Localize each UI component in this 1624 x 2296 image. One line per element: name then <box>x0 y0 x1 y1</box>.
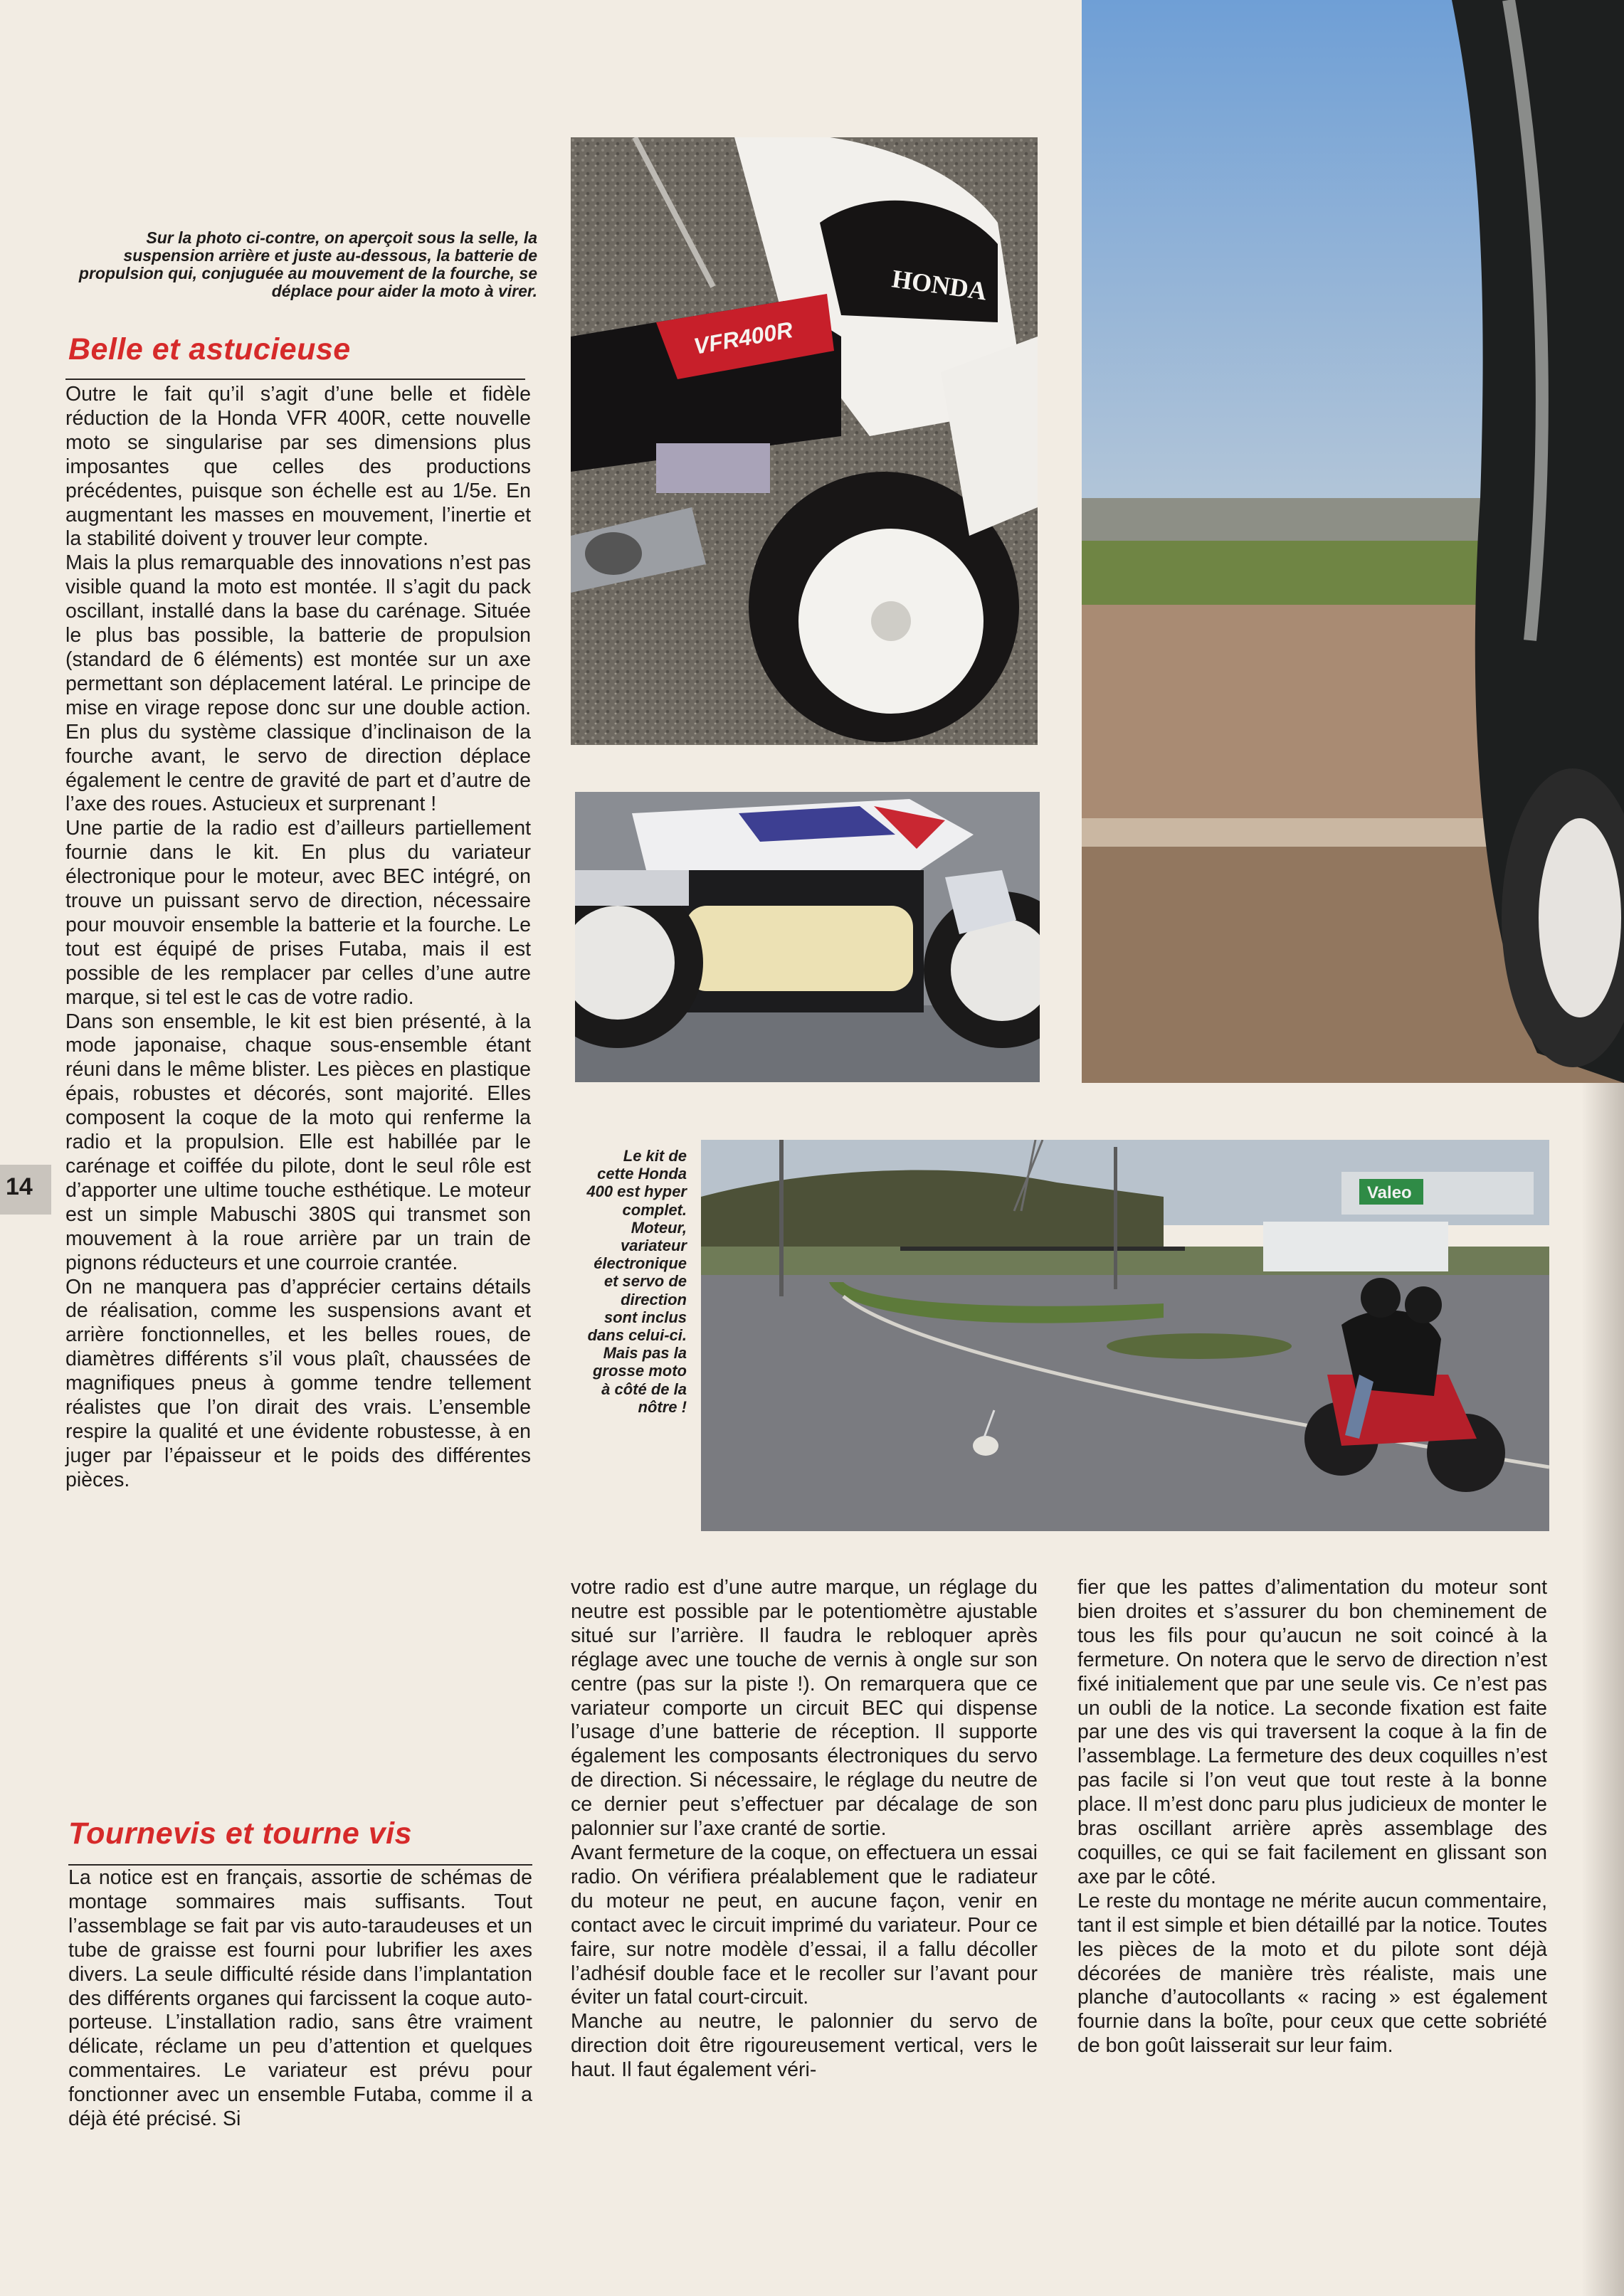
photo-caption-top: Sur la photo ci-contre, on aperçoit sous la selle, la suspension arrière et juste au-dessous, la batterie de propulsion qui, conjuguée au mouvement de la fourche, se déplace pour aider la moto à virer. <box>78 228 537 300</box>
paragraph: Une partie de la radio est d’ailleurs partiellement fournie dans le kit. En plus du variateur électronique pour le moteur, avec BEC intégré, on trouve un puissant servo de direction, nécessaire pour mouvoir ensemble la batterie et la fourche. Le tout est équipé de prises Futaba, mais il est possible de les remplacer par celles d’une autre marque, si tel est le cas de votre radio. <box>65 817 531 1009</box>
photo-rear-suspension <box>571 137 1038 745</box>
photo-roundabout <box>701 1140 1549 1531</box>
photo-battery-pack <box>575 792 1040 1082</box>
page-number: 14 <box>6 1173 33 1200</box>
paragraph: Dans son ensemble, le kit est bien présenté, à la mode japonaise, chaque sous-ensemble étant réuni dans le même blister. Les pièces en plastique épais, robustes et décorés, sont majorité. Elles composent la coque de la moto qui renferme la radio et la propulsion. Elle est habillée par le carénage et coiffée du pilote, dont le seul rôle est d’apporter une ultime touche esthétique. Le moteur est un simple Mabuschi 380S qui transmet son mouvement à la roue arrière par un train de pignons réducteurs et une courroie crantée. <box>65 1010 531 1274</box>
photo-road-motorcycle <box>1082 0 1624 1083</box>
section-heading-tournevis: Tournevis et tourne vis <box>68 1816 413 1851</box>
fairing-model-text: VFR400R <box>691 317 795 359</box>
column-right <box>1077 1576 1547 2058</box>
column-belle <box>65 383 531 1493</box>
paragraph: Manche au neutre, le palonnier du servo de direction doit être rigoureusement vertical, vers le haut. Il faut également véri- <box>571 2010 1038 2082</box>
paragraph: Avant fermeture de la coque, on effectuera un essai radio. On vérifiera préalablement que le radiateur du moteur ne peut, en aucune façon, venir en contact avec le circuit imprimé du variateur. Pour ce faire, sur notre modèle d’essai, il a fallu décoller l’adhésif double face et le recoller sur l’avant pour éviter un fatal court-circuit. <box>571 1841 1038 2009</box>
paragraph: fier que les pattes d’alimentation du moteur sont bien droites et s’assurer du bon cheminement de tous les fils pour qu’aucun ne soit coincé à la fermeture. On notera que le servo de direction n’est fixé initialement que par une seule vis. Ce n’est pas un oubli de la notice. La seconde fixation est faite par une des vis qui traversent la coque à la fin de l’assemblage. La fermeture des deux coquilles n’est pas facile si l’on veut que tout reste à la bonne place. Il m’est donc paru plus judicieux de monter le bras oscillant arrière après assemblage des coquilles, ce qui se fait facilement en glissant son axe par le côté. <box>1077 1576 1547 1888</box>
paragraph: Outre le fait qu’il s’agit d’une belle et fidèle réduction de la Honda VFR 400R, cette nouvelle moto se singularise par ses dimensions plus imposantes que celles des productions précédentes, puisque son échelle est au 1/5e. En augmentant les masses en mouvement, l’inertie et la stabilité doivent y trouver leur compte. <box>65 383 531 551</box>
fairing-brand-text: HONDA <box>890 264 989 306</box>
section-heading-belle: Belle et astucieuse <box>68 332 351 366</box>
column-middle <box>571 1576 1038 2083</box>
building-sign-text: Valeo <box>1367 1183 1412 1202</box>
heading-underline <box>68 1864 532 1866</box>
heading-underline <box>65 379 525 380</box>
column-tournevis <box>68 1866 532 2132</box>
paragraph: votre radio est d’une autre marque, un réglage du neutre est possible par le potentiomètre ajustable situé sur l’arrière. Il faudra le rebloquer après réglage avec une touche de vernis à ongle sur son centre (pas sur la piste !). On remarquera que ce variateur comporte un circuit BEC qui dispense l’usage d’une batterie de réception. Il supporte également les composants électroniques du servo de direction. Si nécessaire, le réglage du neutre de ce dernier peut s’effectuer par décalage de son palonnier sur l’axe cranté de sortie. <box>571 1576 1038 1841</box>
paragraph: On ne manquera pas d’apprécier certains détails de réalisation, comme les suspensions avant et arrière fonctionnelles, et les belles roues, de diamètres différents s’il vous plaît, chaussées de magnifiques pneus à gomme tendre tellement réalistes que l’on dirait des vrais. L’ensemble respire la qualité et une évidente robustesse, à en juger par l’épaisseur et le poids des différentes pièces. <box>65 1275 531 1491</box>
paragraph: Mais la plus remarquable des innovations n’est pas visible quand la moto est montée. Il s’agit du pack oscillant, installé dans la base du carénage. Située le plus bas possible, la batterie de propulsion (standard de 6 éléments) est montée sur un axe permettant son déplacement latéral. Le principe de mise en virage repose donc sur une double action. En plus du système classique d’inclinaison de la fourche avant, le servo de direction déplace également le centre de gravité de part et d’autre de l’axe des roues. Astucieux et surprenant ! <box>65 551 531 816</box>
paragraph: La notice est en français, assortie de schémas de montage sommaires mais suffisants. Tout l’assemblage se fait par vis auto-taraudeuses et un tube de graisse est fourni pour lubrifier les axes divers. La seule difficulté réside dans l’implantation des différents organes qui farcissent la coque auto-porteuse. L’installation radio, sans être vraiment délicate, réclame un peu d’attention et quelques commentaires. Le variateur est prévu pour fonctionner avec un ensemble Futaba, comme il a déjà été précisé. Si <box>68 1866 532 2131</box>
photo-caption-side: Le kit de cette Honda 400 est hyper complet. Moteur, variateur électronique et servo de direction sont inclus dans celui-ci. Mais pas la grosse moto à côté de la nôtre ! <box>586 1147 687 1416</box>
paragraph: Le reste du montage ne mérite aucun commentaire, tant il est simple et bien détaillé par la notice. Toutes les pièces de la moto et du pilote sont déjà décorées de manière très réaliste, mais une planche d’autocollants « racing » est également fournie dans la boîte, pour ceux que cette sobriété de bon goût laisserait sur leur faim. <box>1077 1889 1547 2058</box>
